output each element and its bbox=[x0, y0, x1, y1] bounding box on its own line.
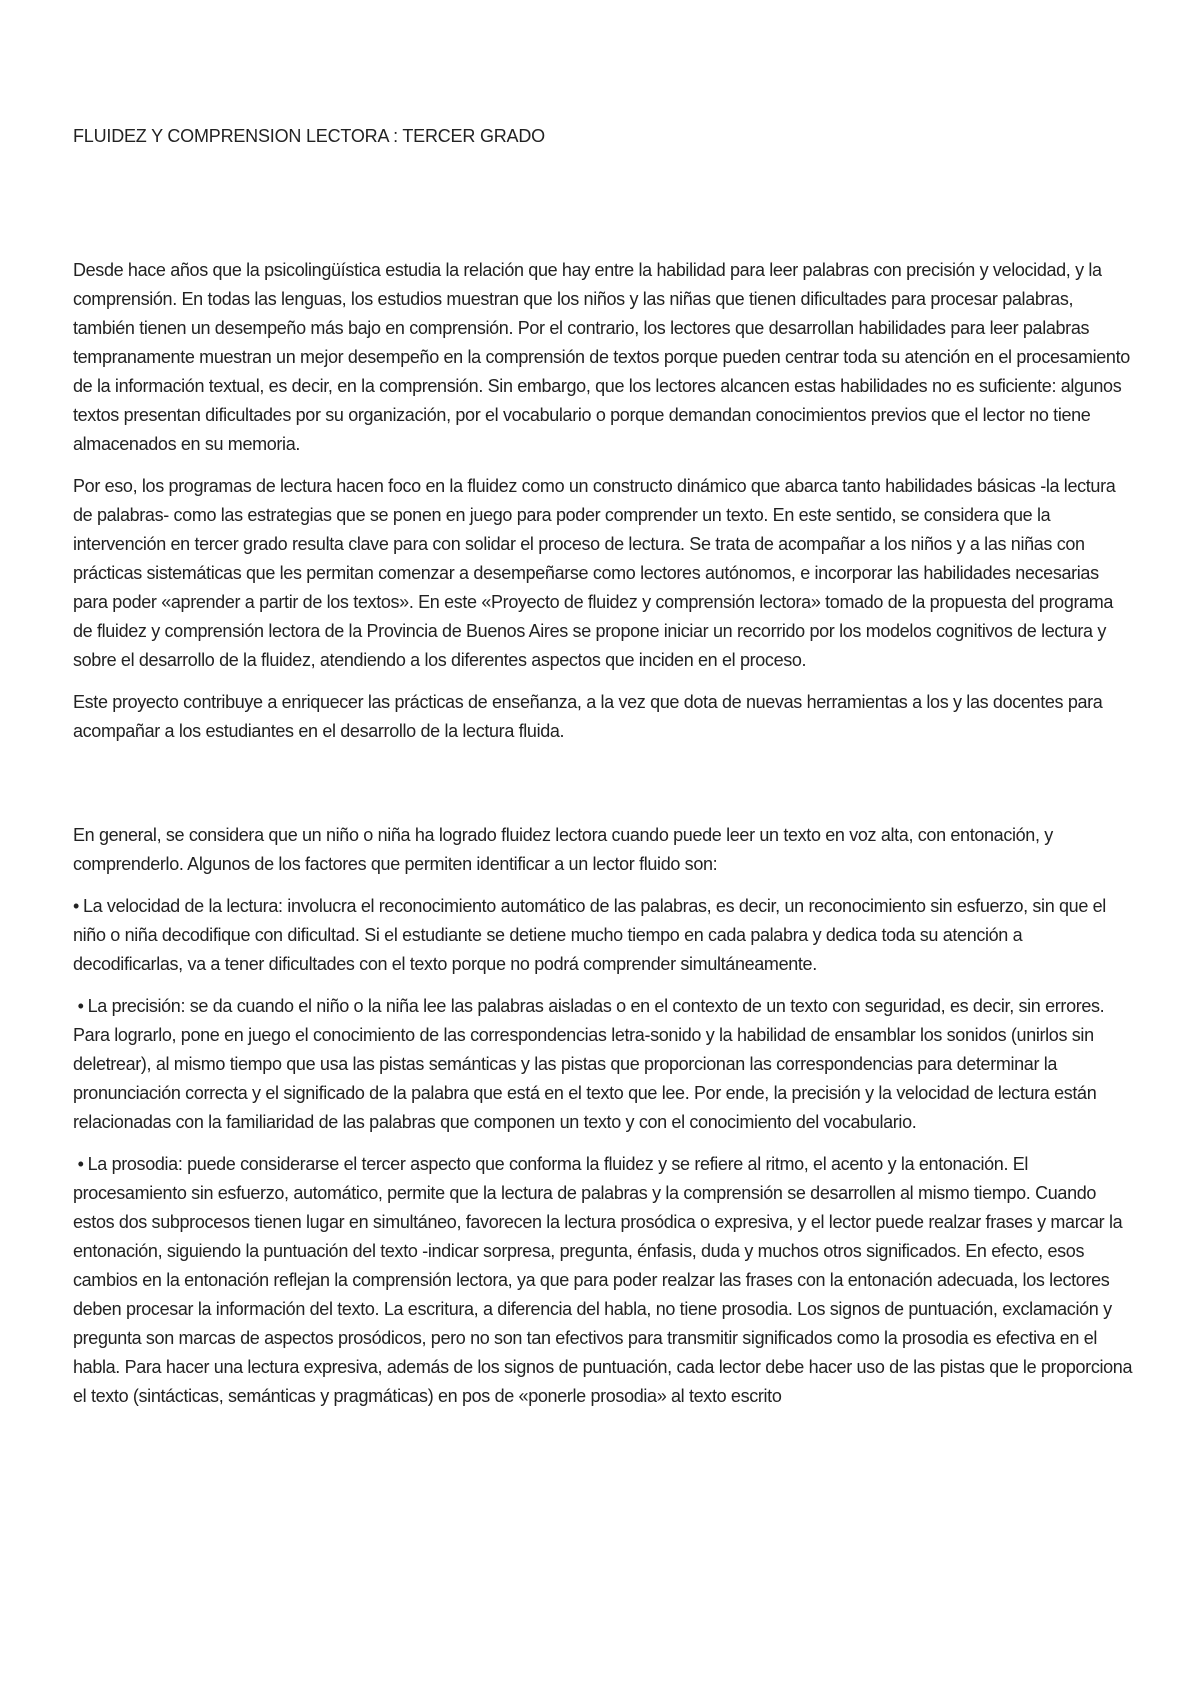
bullet-item-velocidad bbox=[73, 892, 1133, 979]
bullet-text: La velocidad de la lectura: involucra el reconocimiento automático de las palabras, es decir, un reconocimiento sin esfuerzo, sin que el niño o niña decodifique con dificultad. Si el estudiante se detiene mucho tiempo en cada palabra y dedica toda su atención a decodificarlas, va a tener dificultades con el texto porque no podrá comprender simultáneamente. bbox=[73, 896, 1106, 974]
bullet-icon: • bbox=[77, 1154, 84, 1174]
bullet-item-precision bbox=[73, 992, 1133, 1137]
bullet-text: La prosodia: puede considerarse el tercer aspecto que conforma la fluidez y se refiere al ritmo, el acento y la entonación. El procesamiento sin esfuerzo, automático, permite que la lectura de palabras y la comprensión se desarrollen al mismo tiempo. Cuando estos dos subprocesos tienen lugar en simultáneo, favorecen la lectura prosódica o expresiva, y el lector puede realzar frases y marcar la entonación, siguiendo la puntuación del texto -indicar sorpresa, pregunta, énfasis, duda y muchos otros significados. En efecto, esos cambios en la entonación reflejan la comprensión lectora, ya que para poder realzar las frases con la entonación adecuada, los lectores deben procesar la información del texto. La escritura, a diferencia del habla, no tiene prosodia. Los signos de puntuación, exclamación y pregunta son marcas de aspectos prosódicos, pero no son tan efectivos para transmitir significados como la prosodia es efectiva en el habla. Para hacer una lectura expresiva, además de los signos de puntuación, cada lector debe hacer uso de las pistas que le proporciona el texto (sintácticas, semánticas y pragmáticas) en pos de «ponerle prosodia» al texto escrito bbox=[73, 1154, 1133, 1406]
bullet-text: La precisión: se da cuando el niño o la niña lee las palabras aisladas o en el contexto de un texto con seguridad, es decir, sin errores. Para lograrlo, pone en juego el conocimiento de las correspondencias letra-sonido y la habilidad de ensamblar los sonidos (unirlos sin deletrear), al mismo tiempo que usa las pistas semánticas y las pistas que proporcionan las correspondencias para determinar la pronunciación correcta y el significado de la palabra que está en el texto que lee. Por ende, la precisión y la velocidad de lectura están relacionadas con la familiaridad de las palabras que componen un texto y con el conocimiento del vocabulario. bbox=[73, 996, 1105, 1132]
paragraph-fluidez-general: En general, se considera que un niño o niña ha logrado fluidez lectora cuando puede leer un texto en voz alta, con entonación, y comprenderlo. Algunos de los factores que permiten identificar a un lector fluido son: bbox=[73, 825, 1053, 874]
paragraph-proyecto: Este proyecto contribuye a enriquecer las prácticas de enseñanza, a la vez que dota de nuevas herramientas a los y las docentes para acompañar a los estudiantes en el desarrollo de la lectura fluida. bbox=[73, 692, 1103, 741]
paragraph-programas-lectura: Por eso, los programas de lectura hacen foco en la fluidez como un constructo dinámico que abarca tanto habilidades básicas -la lectura de palabras- como las estrategias que se ponen en juego para poder comprender un texto. En este sentido, se considera que la intervención en tercer grado resulta clave para con solidar el proceso de lectura. Se trata de acompañar a los niños y a las niñas con prácticas sistemáticas que les permitan comenzar a desempeñarse como lectores autónomos, e incorporar las habilidades necesarias para poder «aprender a partir de los textos». En este «Proyecto de fluidez y comprensión lectora» tomado de la propuesta del programa de fluidez y comprensión lectora de la Provincia de Buenos Aires se propone iniciar un recorrido por los modelos cognitivos de lectura y sobre el desarrollo de la fluidez, atendiendo a los diferentes aspectos que inciden en el proceso. bbox=[73, 476, 1116, 670]
document-body bbox=[73, 256, 1133, 1411]
bullet-icon: • bbox=[77, 996, 84, 1016]
bullet-icon: • bbox=[73, 896, 79, 916]
bullet-item-prosodia bbox=[73, 1150, 1133, 1411]
paragraph-psicolinguistica: Desde hace años que la psicolingüística estudia la relación que hay entre la habilidad para leer palabras con precisión y velocidad, y la comprensión. En todas las lenguas, los estudios muestran que los niños y las niñas que tienen dificultades para procesar palabras, también tienen un desempeño más bajo en comprensión. Por el contrario, los lectores que desarrollan habilidades para leer palabras tempranamente muestran un mejor desempeño en la comprensión de textos porque pueden centrar toda su atención en el procesamiento de la información textual, es decir, en la comprensión. Sin embargo, que los lectores alcancen estas habilidades no es suficiente: algunos textos presentan dificultades por su organización, por el vocabulario o porque demandan conocimientos previos que el lector no tiene almacenados en su memoria. bbox=[73, 260, 1130, 454]
document-title: FLUIDEZ Y COMPRENSION LECTORA : TERCER GRADO bbox=[73, 126, 545, 146]
